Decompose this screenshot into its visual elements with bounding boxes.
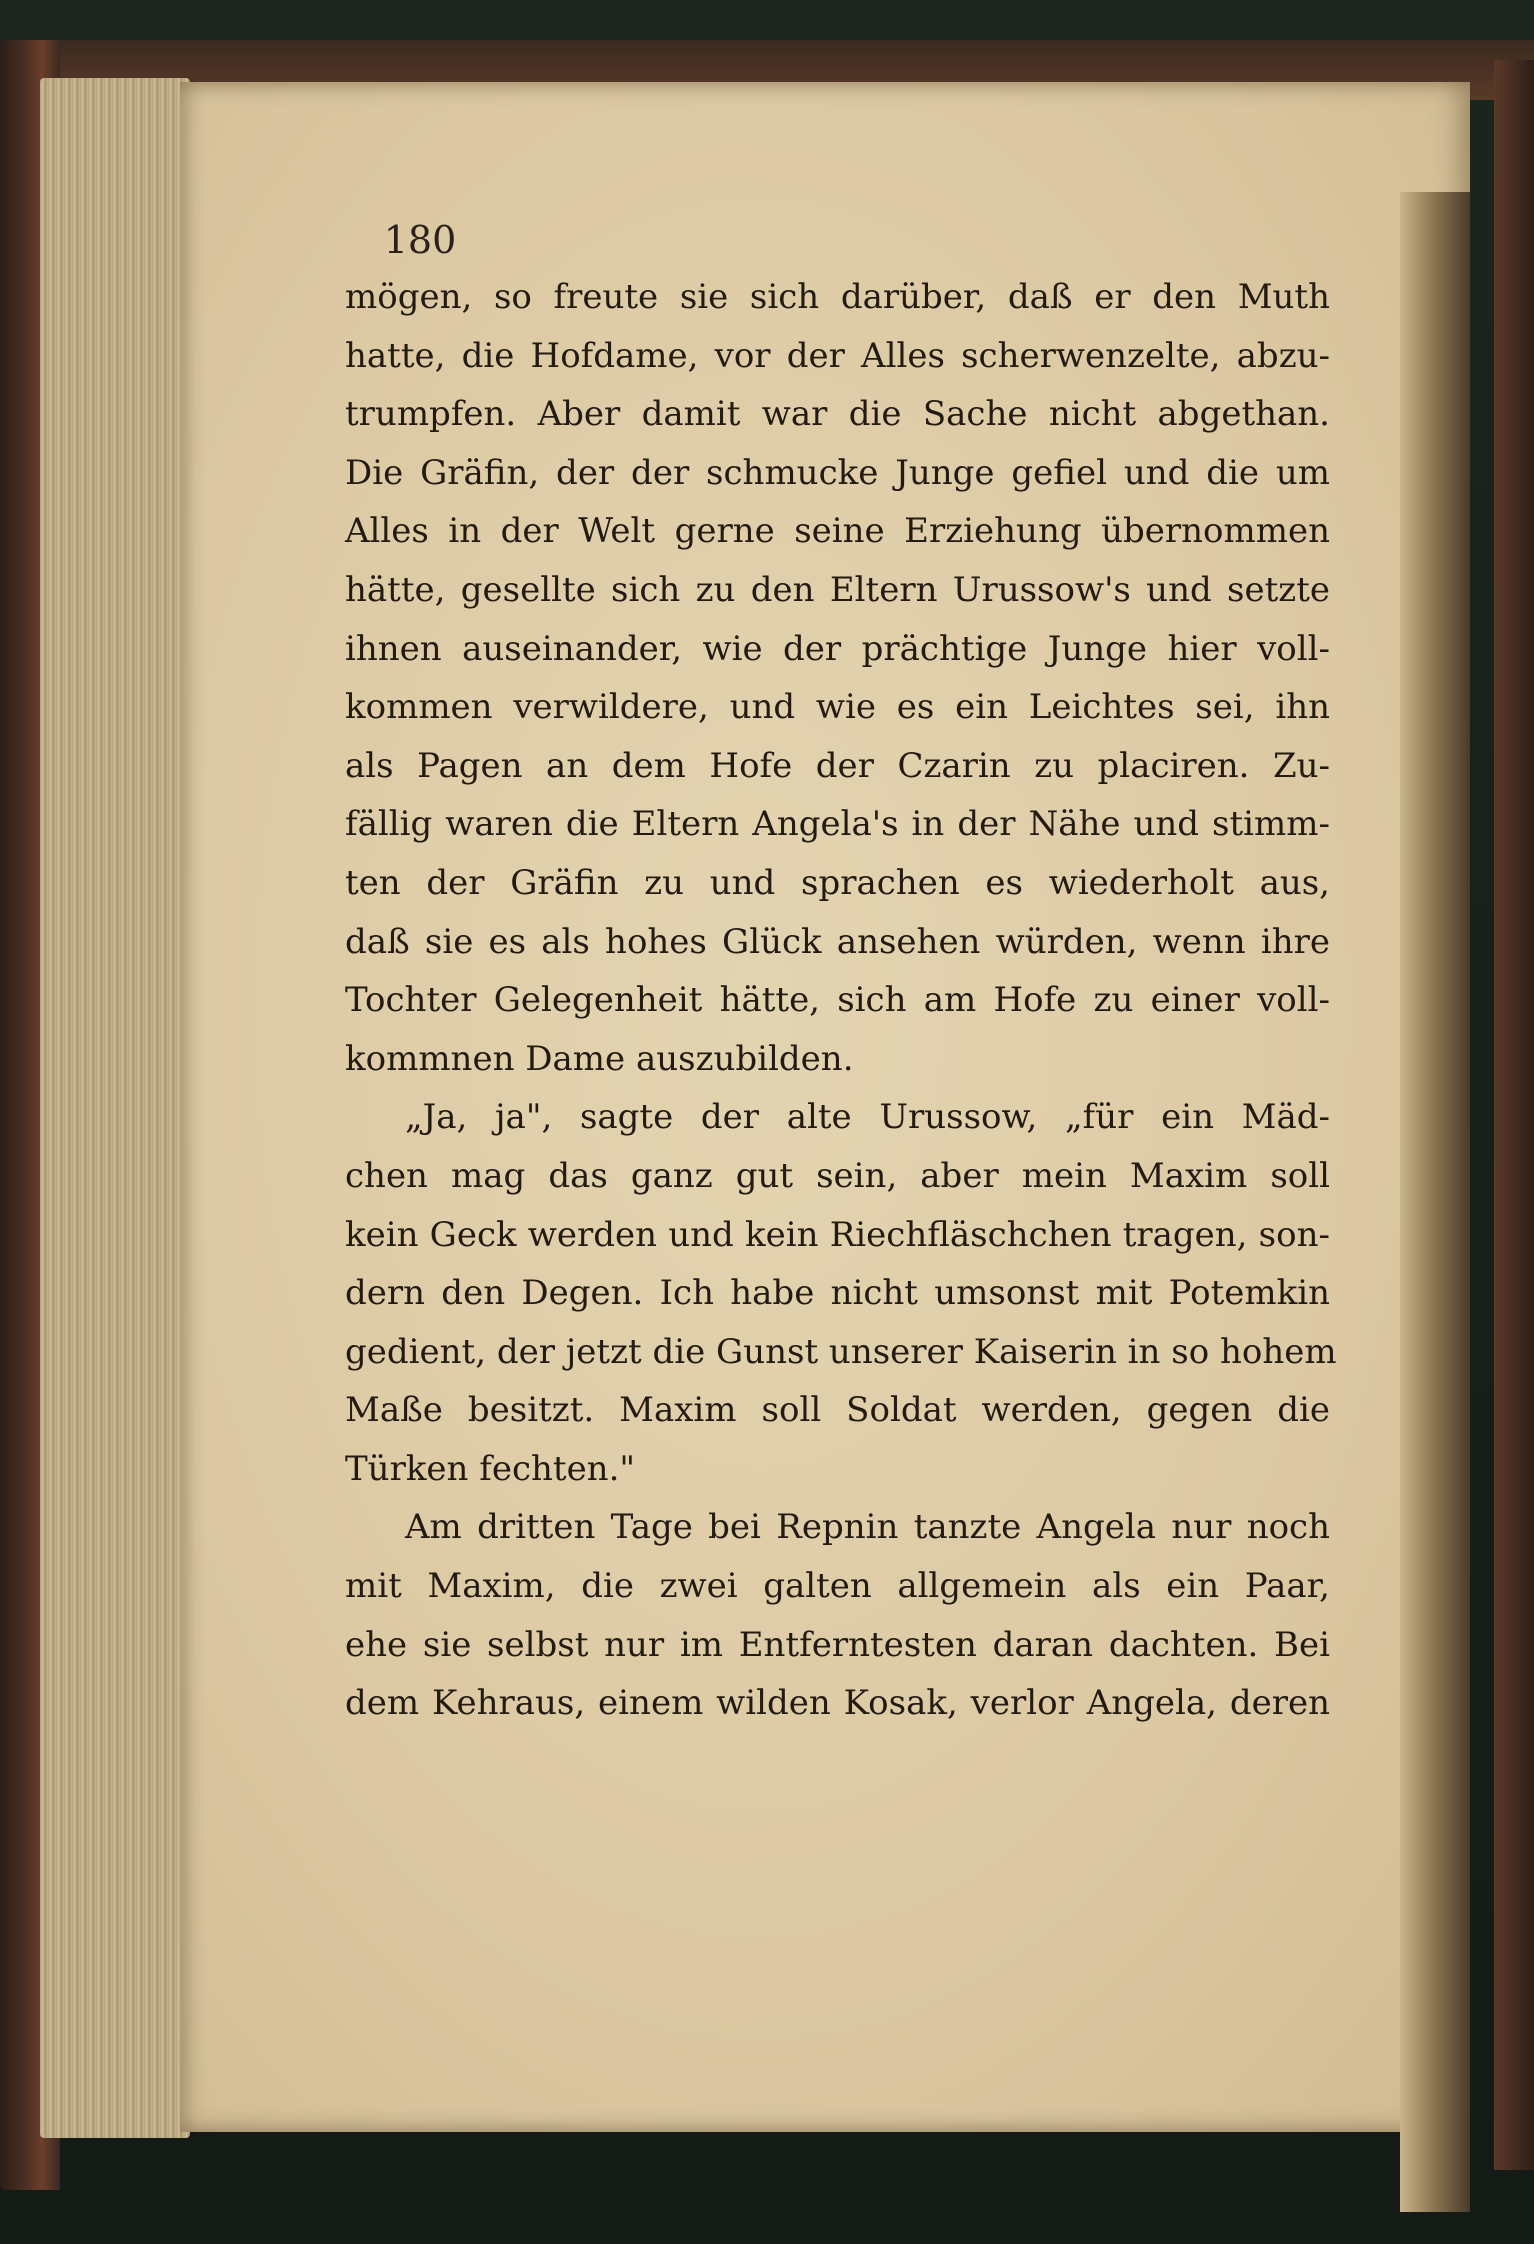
text-line: gedient, der jetzt die Gunst unserer Kaiserin in so hohem (345, 1331, 1337, 1372)
text-line: hätte, gesellte sich zu den Eltern Urussow's und setzte (345, 569, 1330, 610)
page-number: 180 (383, 218, 457, 262)
text-line: als Pagen an dem Hofe der Czarin zu placiren. Zu- (345, 745, 1330, 786)
text-line: dem Kehraus, einem wilden Kosak, verlor Angela, deren (345, 1683, 1330, 1724)
page-stack-edges (40, 78, 190, 2138)
page-text (345, 268, 1337, 1733)
text-line: hatte, die Hofdame, vor der Alles scherwenzelte, abzu- (345, 335, 1330, 376)
text-line: kein Geck werden und kein Riechfläschchen tragen, son- (345, 1214, 1330, 1255)
text-line: ten der Gräfin zu und sprachen es wiederholt aus, (345, 862, 1330, 903)
text-line: daß sie es als hohes Glück ansehen würden, wenn ihre (345, 921, 1330, 962)
text-line: mögen, so freute sie sich darüber, daß er den Muth (345, 277, 1330, 317)
text-line: „Ja, ja", sagte der alte Urussow, „für ein Mäd- (405, 1097, 1330, 1138)
text-line: Alles in der Welt gerne seine Erziehung übernommen (345, 511, 1330, 552)
text-line: ihnen auseinander, wie der prächtige Junge hier voll- (345, 628, 1330, 669)
text-line: mit Maxim, die zwei galten allgemein als ein Paar, (345, 1566, 1330, 1607)
text-line: Türken fechten." (345, 1448, 636, 1489)
text-line: Maße besitzt. Maxim soll Soldat werden, gegen die (345, 1390, 1330, 1431)
book-cover-right-edge (1494, 60, 1534, 2170)
text-line: ehe sie selbst nur im Entferntesten daran dachten. Bei (345, 1624, 1330, 1665)
text-line: dern den Degen. Ich habe nicht umsonst mit Potemkin (345, 1273, 1330, 1314)
text-line: fällig waren die Eltern Angela's in der Nähe und stimm- (345, 804, 1330, 845)
page-gutter (1400, 192, 1470, 2212)
text-line: Tochter Gelegenheit hätte, sich am Hofe zu einer voll- (345, 980, 1330, 1021)
text-line: Die Gräfin, der der schmucke Junge gefiel und die um (345, 452, 1330, 493)
text-line: Am dritten Tage bei Repnin tanzte Angela nur noch (405, 1507, 1330, 1548)
text-line: kommnen Dame auszubilden. (345, 1038, 854, 1079)
text-line: trumpfen. Aber damit war die Sache nicht abgethan. (345, 394, 1330, 435)
text-line: kommen verwildere, und wie es ein Leichtes sei, ihn (345, 687, 1330, 728)
text-line: chen mag das ganz gut sein, aber mein Maxim soll (345, 1155, 1330, 1196)
